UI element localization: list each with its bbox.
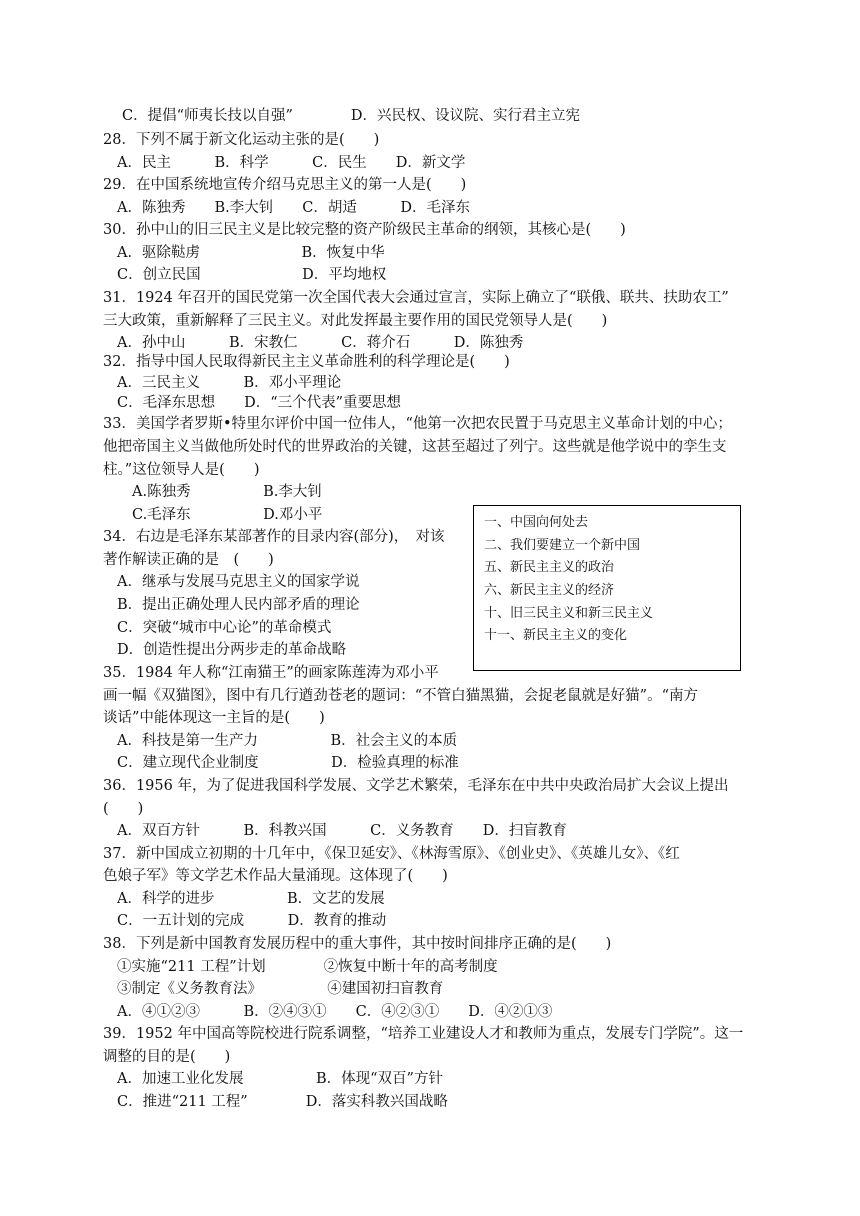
question-32: 32．指导中国人民取得新民主主义革命胜利的科学理论是( ) <box>103 354 510 370</box>
option-line: C．推进“211 工程” D．落实科教兴国战略 <box>117 1094 448 1110</box>
table-of-contents-box <box>473 505 741 671</box>
question-38: 38．下列是新中国教育发展历程中的重大事件，其中按时间排序正确的是( ) <box>103 936 612 952</box>
toc-item: 十一、新民主主义的变化 <box>484 628 628 644</box>
option-line: A．继承与发展马克思主义的国家学说 <box>117 574 360 590</box>
question-39-cont: 调整的目的是( ) <box>103 1049 231 1065</box>
option-line: C．提倡“师夷长技以自强” D．兴民权、设议院、实行君主立宪 <box>122 108 581 124</box>
option-line: A．双百方针 B．科教兴国 C．义务教育 D．扫盲教育 <box>117 823 567 839</box>
question-31-cont: 三大政策，重新解释了三民主义。对此发挥最主要作用的国民党领导人是( ) <box>103 313 608 329</box>
toc-item: 十、旧三民主义和新三民主义 <box>484 605 654 621</box>
option-line: B．提出正确处理人民内部矛盾的理论 <box>117 597 360 613</box>
question-28: 28．下列不属于新文化运动主张的是( ) <box>103 132 380 148</box>
option-line: A．加速工业化发展 B．体现“双百”方针 <box>117 1071 443 1087</box>
option-line: A．孙中山 B．宋教仁 C．蒋介石 D．陈独秀 <box>117 335 524 351</box>
option-line: C.毛泽东 D.邓小平 <box>132 507 323 523</box>
question-31: 31．1924 年召开的国民党第一次全国代表大会通过宣言，实际上确立了“联俄、联共、扶助农工” <box>103 290 729 306</box>
option-line: A．驱除鞑虏 B．恢复中华 <box>117 245 385 261</box>
option-line: A.陈独秀 B.李大钊 <box>132 484 322 500</box>
event-line: ①实施“211 工程”计划 ②恢复中断十年的高考制度 <box>117 959 498 975</box>
question-35-cont: 谈话”中能体现这一主旨的是( ) <box>103 710 325 726</box>
toc-item: 五、新民主主义的政治 <box>484 560 615 576</box>
question-37-cont: 色娘子军》等文学艺术作品大量涌现。这体现了( ) <box>103 868 448 884</box>
question-36: 36．1956 年，为了促进我国科学发展、文学艺术繁荣，毛泽东在中共中央政治局扩大会议上提出 <box>103 778 729 794</box>
question-33-cont: 柱。”这位领导人是( ) <box>103 462 260 478</box>
option-line: A．三民主义 B．邓小平理论 <box>117 375 342 391</box>
option-line: A．科学的进步 B．文艺的发展 <box>117 891 385 907</box>
question-35: 35．1984 年人称“江南猫王”的画家陈莲涛为邓小平 <box>103 665 439 681</box>
option-line: A．科技是第一生产力 B．社会主义的本质 <box>117 733 458 749</box>
option-line: A．④①②③ B．②④③① C．④②③① D．④②①③ <box>117 1004 553 1020</box>
option-line: C．毛泽东思想 D．“三个代表”重要思想 <box>117 395 402 411</box>
option-line: D．创造性提出分两步走的革命战略 <box>117 642 347 658</box>
option-line: C．建立现代企业制度 D．检验真理的标准 <box>117 755 459 771</box>
event-line: ③制定《义务教育法》 ④建国初扫盲教育 <box>117 981 444 997</box>
question-33-cont: 他把帝国主义当做他所处时代的世界政治的关键，这甚至超过了列宁。这些就是他学说中的孪生支 <box>103 439 727 455</box>
question-35-cont: 画一幅《双猫图》，图中有几行遒劲苍老的题词：“不管白猫黑猫，会捉老鼠就是好猫”。“南方 <box>103 688 698 704</box>
question-29: 29．在中国系统地宣传介绍马克思主义的第一人是( ) <box>103 177 467 193</box>
question-34-cont: 著作解读正确的是 ( ) <box>103 552 274 568</box>
toc-item: 二、我们要建立一个新中国 <box>484 537 641 553</box>
toc-item: 六、新民主主义的经济 <box>484 583 615 599</box>
option-line: A．民主 B．科学 C．民生 D．新文学 <box>117 155 466 171</box>
toc-item: 一、中国向何处去 <box>484 515 589 530</box>
option-line: C．一五计划的完成 D．教育的推动 <box>117 913 387 929</box>
question-30: 30．孙中山的旧三民主义是比较完整的资产阶级民主革命的纲领，其核心是( ) <box>103 222 626 238</box>
question-39: 39．1952 年中国高等院校进行院系调整，“培养工业建设人才和教师为重点，发展专门学院”。这一 <box>103 1026 744 1042</box>
question-33: 33．美国学者罗斯•特里尔评价中国一位伟人，“他第一次把农民置于马克思主义革命计划的中心； <box>103 416 732 432</box>
question-34: 34．右边是毛泽东某部著作的目录内容(部分)， 对该 <box>103 529 445 545</box>
option-line: C．突破“城市中心论”的革命模式 <box>117 620 332 636</box>
question-36-cont: ( ) <box>103 801 144 817</box>
option-line: A．陈独秀 B.李大钊 C．胡适 D．毛泽东 <box>117 200 470 216</box>
question-37: 37．新中国成立初期的十几年中，《保卫延安》、《林海雪原》、《创业史》、《英雄儿女》、《红 <box>103 846 680 862</box>
option-line: C．创立民国 D．平均地权 <box>117 267 387 283</box>
